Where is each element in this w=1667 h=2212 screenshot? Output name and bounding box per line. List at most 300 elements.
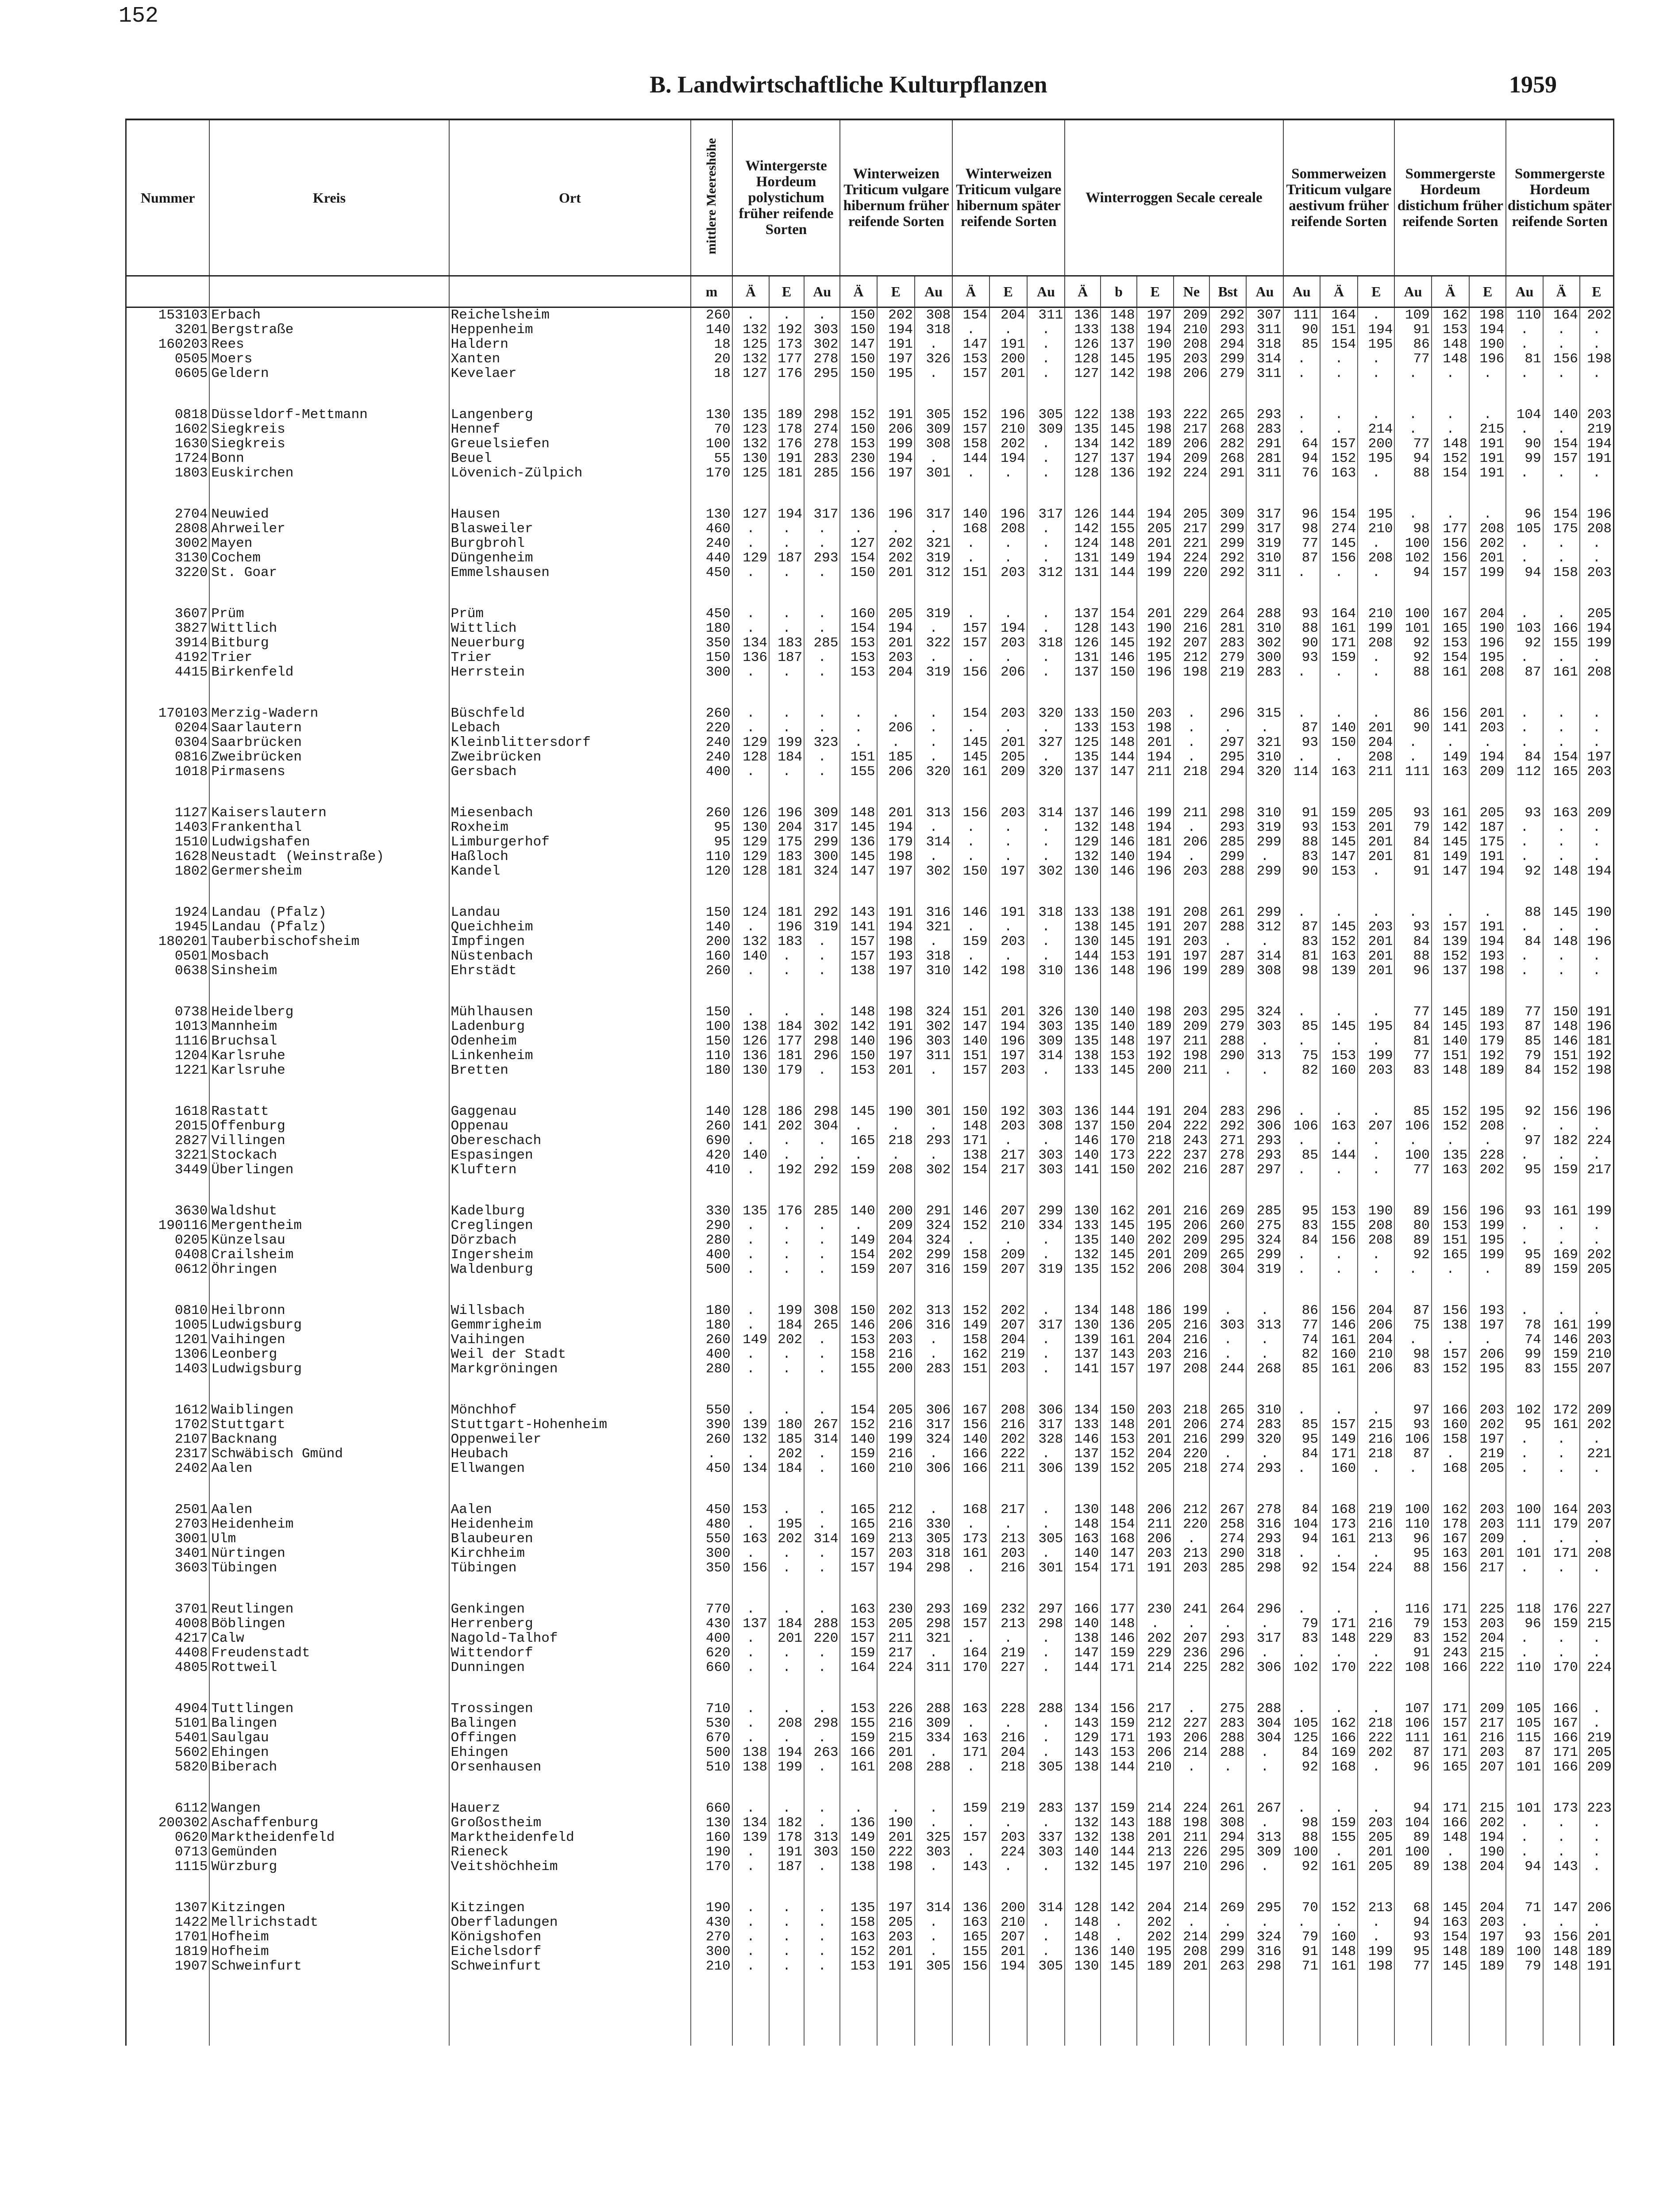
cell-value: 132 <box>732 934 769 949</box>
cell-value: . <box>804 1959 840 1974</box>
cell-value: 194 <box>1137 323 1174 337</box>
cell-value: 203 <box>1580 764 1613 779</box>
cell-value: . <box>1543 607 1580 621</box>
cell-value: 70 <box>691 422 732 437</box>
spacer-cell <box>1358 1177 1394 1204</box>
spacer-cell <box>1209 1078 1246 1104</box>
cell-value: 92 <box>1506 1104 1543 1119</box>
cell-value: . <box>1506 1119 1543 1133</box>
spacer-cell <box>691 779 732 806</box>
cell-value: 161 <box>952 764 989 779</box>
cell-value: 222 <box>1358 1731 1394 1745</box>
cell-value: 88 <box>1283 621 1320 636</box>
spacer-cell <box>1358 879 1394 905</box>
cell-value: . <box>1469 905 1506 920</box>
table-row <box>127 665 1613 680</box>
cell-value: . <box>1320 1133 1358 1148</box>
cell-value: . <box>732 1163 769 1177</box>
spacer-cell <box>877 480 915 507</box>
cell-value: 156 <box>1432 706 1469 721</box>
cell-value: 125 <box>732 337 769 352</box>
cell-value: 199 <box>1580 636 1613 650</box>
cell-value: 163 <box>952 1915 989 1930</box>
cell-value: 313 <box>915 1303 952 1318</box>
cell-value: . <box>1506 920 1543 934</box>
cell-kreis: Ahrweiler <box>209 522 449 536</box>
cell-value: . <box>804 1005 840 1019</box>
cell-value: 140 <box>1432 1034 1469 1048</box>
cell-value: 143 <box>952 1859 989 1874</box>
cell-value: 302 <box>804 1019 840 1034</box>
spacer-cell <box>1101 680 1136 706</box>
spacer-cell <box>1174 1774 1209 1801</box>
cell-value: 206 <box>1469 1347 1506 1362</box>
cell-value: 216 <box>1174 1204 1209 1218</box>
cell-value: . <box>1358 905 1394 920</box>
cell-value: 143 <box>1543 1859 1580 1874</box>
cell-kreis: Merzig-Wadern <box>209 706 449 721</box>
cell-value: . <box>1320 706 1358 721</box>
cell-value: 132 <box>1065 1248 1101 1262</box>
spacer-cell <box>1027 1575 1065 1602</box>
cell-value: 201 <box>1137 1830 1174 1845</box>
cell-ort: Eichelsdorf <box>449 1944 691 1959</box>
cell-value: . <box>915 1333 952 1347</box>
cell-value: 202 <box>1580 307 1613 323</box>
cell-value: . <box>1027 323 1065 337</box>
cell-value: 158 <box>1543 565 1580 580</box>
cell-value: 178 <box>769 1830 804 1845</box>
cell-value: 145 <box>840 849 877 864</box>
group-spacer <box>127 1277 1613 1303</box>
spacer-cell <box>209 1078 449 1104</box>
cell-value: 200 <box>1358 437 1394 451</box>
spacer-cell <box>691 1774 732 1801</box>
cell-value: 181 <box>1580 1034 1613 1048</box>
cell-value: 310 <box>1027 964 1065 978</box>
cell-value: 180 <box>691 621 732 636</box>
cell-value: 217 <box>1174 422 1209 437</box>
cell-value: 183 <box>769 934 804 949</box>
spacer-cell <box>1174 480 1209 507</box>
table-row <box>127 466 1613 480</box>
spacer-cell <box>804 1675 840 1701</box>
cell-value: . <box>1283 1248 1320 1262</box>
cell-value: 237 <box>1174 1148 1209 1163</box>
cell-value: . <box>1358 1646 1394 1660</box>
spacer-cell <box>209 779 449 806</box>
cell-value: . <box>915 1944 952 1959</box>
spacer-cell <box>1101 1874 1136 1901</box>
cell-value: 100 <box>691 1019 732 1034</box>
cell-value: . <box>952 1816 989 1830</box>
cell-value: 152 <box>1101 1447 1136 1461</box>
cell-value: 148 <box>1432 437 1469 451</box>
cell-value: 95 <box>691 835 732 849</box>
cell-value: 294 <box>1209 1830 1246 1845</box>
cell-value: . <box>1506 1432 1543 1447</box>
cell-value: . <box>804 1944 840 1959</box>
cell-value: 140 <box>1101 1019 1136 1034</box>
cell-value: 156 <box>1320 551 1358 565</box>
cell-value: . <box>1506 835 1543 849</box>
cell-value: 200 <box>877 1362 915 1376</box>
cell-value: 208 <box>989 522 1027 536</box>
cell-value: . <box>1027 750 1065 764</box>
cell-value: 288 <box>915 1701 952 1716</box>
cell-value: 96 <box>1394 964 1431 978</box>
cell-value: 285 <box>804 1204 840 1218</box>
cell-value: . <box>952 835 989 849</box>
cell-value: 279 <box>1209 366 1246 381</box>
cell-value: 159 <box>952 1801 989 1816</box>
cell-value: . <box>1283 1104 1320 1119</box>
group-spacer <box>127 480 1613 507</box>
spacer-cell <box>1320 1774 1358 1801</box>
cell-value: 620 <box>691 1646 732 1660</box>
cell-kreis: Frankenthal <box>209 820 449 835</box>
cell-value: 102 <box>1506 1403 1543 1417</box>
spacer-cell <box>915 978 952 1005</box>
cell-value: 207 <box>1580 1362 1613 1376</box>
cell-value: 192 <box>769 1163 804 1177</box>
cell-value: . <box>804 764 840 779</box>
table-row <box>127 1262 1613 1277</box>
spacer-cell <box>1137 680 1174 706</box>
cell-value: 203 <box>989 636 1027 650</box>
cell-value: 206 <box>1137 1532 1174 1546</box>
cell-ort: Rieneck <box>449 1845 691 1859</box>
spacer-cell <box>127 1177 209 1204</box>
cell-value: 208 <box>1358 551 1394 565</box>
spacer-cell <box>1394 1078 1431 1104</box>
cell-value: 144 <box>1101 1760 1136 1774</box>
cell-value: 170 <box>952 1660 989 1675</box>
spacer-cell <box>691 580 732 607</box>
cell-nummer: 1803 <box>174 466 208 480</box>
table-row <box>127 1845 1613 1859</box>
cell-value: 311 <box>1246 366 1283 381</box>
cell-value: 163 <box>952 1731 989 1745</box>
cell-value: 194 <box>989 621 1027 636</box>
cell-value: . <box>1246 1034 1283 1048</box>
spacer-cell <box>1543 1476 1580 1502</box>
spacer-cell <box>1101 1675 1136 1701</box>
cell-value: 154 <box>1101 1517 1136 1532</box>
cell-value: 96 <box>1506 1617 1543 1631</box>
cell-value: 96 <box>1394 1760 1431 1774</box>
cell-value: 150 <box>691 1005 732 1019</box>
cell-value: 282 <box>1209 437 1246 451</box>
cell-value: 83 <box>1283 1218 1320 1233</box>
cell-value: . <box>1580 1701 1613 1716</box>
cell-value: 161 <box>1543 1318 1580 1333</box>
cell-value: 308 <box>804 1303 840 1318</box>
cell-value: . <box>989 721 1027 735</box>
cell-value: 304 <box>1209 1262 1246 1277</box>
cell-value: 128 <box>732 750 769 764</box>
spacer-cell <box>1137 381 1174 407</box>
cell-value: . <box>769 1915 804 1930</box>
cell-value: 194 <box>989 451 1027 466</box>
cell-value: . <box>1283 407 1320 422</box>
cell-value: . <box>769 1731 804 1745</box>
spacer-cell <box>840 978 877 1005</box>
table-row <box>127 706 1613 721</box>
cell-kreis: Bruchsal <box>209 1034 449 1048</box>
cell-value: 293 <box>1246 1148 1283 1163</box>
cell-value: 313 <box>915 806 952 820</box>
cell-nummer: 0501 <box>174 949 208 964</box>
cell-value: 131 <box>1065 551 1101 565</box>
filler-row <box>127 1974 1613 2046</box>
cell-value: 93 <box>1283 650 1320 665</box>
cell-value: 201 <box>877 1063 915 1078</box>
cell-value: 291 <box>1246 437 1283 451</box>
cell-value: 294 <box>1209 764 1246 779</box>
cell-value: 93 <box>1394 920 1431 934</box>
cell-value: 306 <box>1027 1461 1065 1476</box>
cell-value: . <box>1283 1133 1320 1148</box>
cell-value: 110 <box>1506 1660 1543 1675</box>
cell-value: 303 <box>1027 1845 1065 1859</box>
cell-value: . <box>915 1816 952 1830</box>
spacer-cell <box>952 1675 989 1701</box>
cell-value: 211 <box>989 1461 1027 1476</box>
cell-value: . <box>1209 1347 1246 1362</box>
cell-value: 98 <box>1283 522 1320 536</box>
spacer-cell <box>989 1476 1027 1502</box>
cell-ort: Kirchheim <box>449 1546 691 1561</box>
cell-value: 148 <box>1432 1063 1469 1078</box>
cell-value: 324 <box>915 1005 952 1019</box>
cell-value: 194 <box>1137 551 1174 565</box>
cell-value: 153 <box>1320 864 1358 879</box>
cell-value: 130 <box>1065 1959 1101 1974</box>
cell-value: . <box>1506 466 1543 480</box>
cell-kreis: Bonn <box>209 451 449 466</box>
cell-kreis: Mergentheim <box>209 1218 449 1233</box>
cell-value: 201 <box>1580 1930 1613 1944</box>
cell-value: 274 <box>1209 1461 1246 1476</box>
cell-value: . <box>1543 1447 1580 1461</box>
cell-value: . <box>1101 1915 1136 1930</box>
cell-value: 201 <box>1358 934 1394 949</box>
cell-value: 127 <box>1065 366 1101 381</box>
cell-value: 305 <box>915 407 952 422</box>
cell-value: 83 <box>1283 1631 1320 1646</box>
cell-value: 321 <box>915 536 952 551</box>
cell-value: 176 <box>769 366 804 381</box>
cell-value: 152 <box>952 1218 989 1233</box>
cell-value: . <box>732 1716 769 1731</box>
cell-value: 87 <box>1394 1447 1431 1461</box>
cell-value: . <box>769 1403 804 1417</box>
cell-value: 83 <box>1394 1063 1431 1078</box>
cell-value: . <box>1580 1532 1613 1546</box>
cell-value: . <box>1432 366 1469 381</box>
header-row <box>127 120 1613 276</box>
cell-value: 216 <box>877 1716 915 1731</box>
table-row <box>127 1432 1613 1447</box>
cell-value: . <box>1174 1617 1209 1631</box>
cell-value: . <box>1394 1461 1431 1476</box>
cell-value: 209 <box>1469 764 1506 779</box>
cell-value: . <box>1543 1816 1580 1830</box>
cell-value: 144 <box>1101 1845 1136 1859</box>
cell-value: . <box>732 1318 769 1333</box>
cell-ort: Schweinfurt <box>449 1959 691 1974</box>
cell-value: 314 <box>1027 1901 1065 1915</box>
cell-value: . <box>1543 1646 1580 1660</box>
cell-kreis: Wittlich <box>209 621 449 636</box>
cell-value: . <box>732 1362 769 1376</box>
cell-kreis: Tuttlingen <box>209 1701 449 1716</box>
cell-value: 296 <box>1209 706 1246 721</box>
cell-value: 158 <box>952 1333 989 1347</box>
filler-cell <box>1358 1974 1394 2046</box>
spacer-cell <box>1174 680 1209 706</box>
spacer-cell <box>1137 580 1174 607</box>
cell-value: 150 <box>691 1034 732 1048</box>
spacer-cell <box>769 680 804 706</box>
spacer-cell <box>1209 1177 1246 1204</box>
cell-value: 145 <box>1101 1063 1136 1078</box>
table-row <box>127 1801 1613 1816</box>
cell-value: . <box>732 920 769 934</box>
cell-value: 303 <box>1027 1019 1065 1034</box>
spacer-cell <box>1065 680 1101 706</box>
cell-value: 85 <box>1283 1362 1320 1376</box>
spacer-cell <box>1137 1376 1174 1403</box>
cell-value: 167 <box>1543 1716 1580 1731</box>
cell-value: 150 <box>1101 706 1136 721</box>
cell-value: 215 <box>1469 422 1506 437</box>
cell-ort: Orsenhausen <box>449 1760 691 1774</box>
table-row <box>127 1104 1613 1119</box>
cell-value: 162 <box>1432 1502 1469 1517</box>
cell-nummer: 3607 <box>174 607 208 621</box>
cell-value: 210 <box>1358 1347 1394 1362</box>
spacer-cell <box>952 978 989 1005</box>
spacer-cell <box>209 1774 449 1801</box>
cell-value: 202 <box>1580 1417 1613 1432</box>
cell-value: 125 <box>1283 1731 1320 1745</box>
cell-value: 90 <box>1283 864 1320 879</box>
spacer-cell <box>1137 1476 1174 1502</box>
cell-value: . <box>1394 1262 1431 1277</box>
cell-value: 128 <box>732 1104 769 1119</box>
table-row <box>127 1816 1613 1830</box>
table-row <box>127 1403 1613 1417</box>
cell-value: 217 <box>1580 1163 1613 1177</box>
cell-value: 138 <box>1432 1318 1469 1333</box>
cell-value: . <box>1320 1701 1358 1716</box>
cell-value: 267 <box>1209 1502 1246 1517</box>
cell-ort: Kadelburg <box>449 1204 691 1218</box>
cell-value: . <box>804 1233 840 1248</box>
cell-value: 135 <box>840 1901 877 1915</box>
cell-value: 198 <box>877 1859 915 1874</box>
cell-value: 299 <box>1209 352 1246 366</box>
cell-value: 213 <box>1174 1546 1209 1561</box>
spacer-cell <box>1283 779 1320 806</box>
cell-value: 195 <box>1358 1019 1394 1034</box>
cell-value: . <box>1432 1262 1469 1277</box>
cell-value: 155 <box>1543 636 1580 650</box>
spacer-cell <box>1469 1078 1506 1104</box>
cell-value: . <box>804 1561 840 1575</box>
cell-value: 166 <box>1432 1403 1469 1417</box>
cell-value: . <box>1246 934 1283 949</box>
cell-nummer: 190116 <box>158 1218 208 1233</box>
spacer-cell <box>1543 1078 1580 1104</box>
cell-value: 71 <box>1283 1959 1320 1974</box>
cell-value: 420 <box>691 1148 732 1163</box>
spacer-cell <box>952 381 989 407</box>
cell-value: 194 <box>1469 750 1506 764</box>
cell-value: 153 <box>1320 1048 1358 1063</box>
spacer-cell <box>1174 1874 1209 1901</box>
cell-value: . <box>1320 565 1358 580</box>
cell-value: 203 <box>1174 1005 1209 1019</box>
cell-kreis: Bergstraße <box>209 323 449 337</box>
cell-value: . <box>1027 1133 1065 1148</box>
cell-value: . <box>1432 407 1469 422</box>
cell-kreis: Stockach <box>209 1148 449 1163</box>
table-row <box>127 964 1613 978</box>
cell-value: 288 <box>1027 1701 1065 1716</box>
spacer-cell <box>1506 1874 1543 1901</box>
cell-value: 199 <box>1469 565 1506 580</box>
cell-value: 127 <box>1065 451 1101 466</box>
cell-value: 100 <box>1394 607 1431 621</box>
cell-value: 68 <box>1394 1901 1431 1915</box>
spacer-cell <box>1506 1575 1543 1602</box>
cell-value: 440 <box>691 551 732 565</box>
spacer-cell <box>1358 381 1394 407</box>
cell-value: . <box>1283 1801 1320 1816</box>
cell-value: . <box>1543 366 1580 381</box>
cell-kreis: Siegkreis <box>209 422 449 437</box>
cell-value: 165 <box>1543 764 1580 779</box>
cell-value: 168 <box>1101 1532 1136 1546</box>
cell-value: . <box>1580 849 1613 864</box>
cell-value: . <box>769 621 804 636</box>
cell-value: 55 <box>691 451 732 466</box>
cell-value: 205 <box>1580 1745 1613 1760</box>
cell-value: 135 <box>1065 1034 1101 1048</box>
cell-value: 154 <box>840 1248 877 1262</box>
cell-value: 209 <box>1580 1403 1613 1417</box>
cell-value: 140 <box>952 1432 989 1447</box>
cell-value: . <box>1543 1561 1580 1575</box>
cell-value: . <box>915 735 952 750</box>
cell-value: 298 <box>1027 1617 1065 1631</box>
cell-value: 303 <box>1027 1104 1065 1119</box>
spacer-cell <box>989 1774 1027 1801</box>
cell-value: 182 <box>1543 1133 1580 1148</box>
cell-nummer: 1116 <box>174 1034 208 1048</box>
spacer-cell <box>1358 1376 1394 1403</box>
cell-value: 263 <box>804 1745 840 1760</box>
cell-value: . <box>1543 835 1580 849</box>
cell-value: . <box>804 1262 840 1277</box>
cell-value: 205 <box>1358 1830 1394 1845</box>
cell-ort: Veitshöchheim <box>449 1859 691 1874</box>
spacer-cell <box>989 480 1027 507</box>
cell-value: 153 <box>1101 1048 1136 1063</box>
